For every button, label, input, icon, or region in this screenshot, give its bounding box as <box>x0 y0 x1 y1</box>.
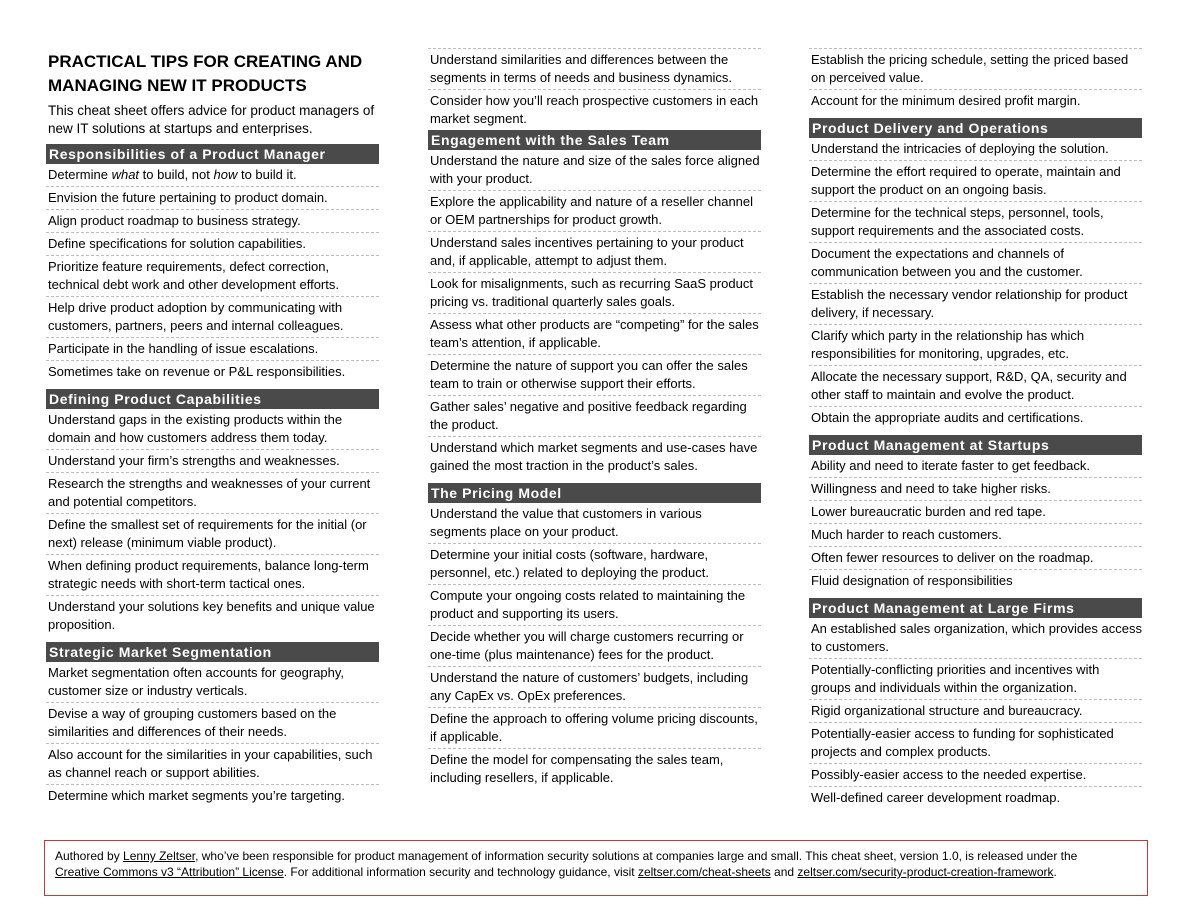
list-item: Explore the applicability and nature of a reseller channel or OEM partnerships for product growth. <box>428 191 761 232</box>
column-left <box>46 48 379 807</box>
list-item: Document the expectations and channels of communication between you and the customer. <box>809 243 1142 284</box>
section-header-responsibilities: Responsibilities of a Product Manager <box>46 144 379 164</box>
list-item: Determine which market segments you’re targeting. <box>48 788 345 803</box>
list-item: Gather sales’ negative and positive feedback regarding the product. <box>428 396 761 437</box>
section-list-pricing <box>428 503 761 789</box>
section-header-delivery: Product Delivery and Operations <box>809 118 1142 138</box>
list-item: Obtain the appropriate audits and certifications. <box>811 410 1084 425</box>
list-item: When defining product requirements, balance long-term strategic needs with short-term tactical ones. <box>46 555 379 596</box>
list-item: Establish the necessary vendor relationship for product delivery, if necessary. <box>809 284 1142 325</box>
section-list-capabilities <box>46 409 379 636</box>
emphasis-how: how <box>213 167 238 182</box>
section-header-large-firms: Product Management at Large Firms <box>809 598 1142 618</box>
list-item: Devise a way of grouping customers based on the similarities and differences of their needs. <box>46 703 379 744</box>
section-list-segmentation-continued <box>428 48 761 130</box>
column-middle <box>428 48 761 789</box>
list-item: Define the model for compensating the sales team, including resellers, if applicable. <box>430 752 724 785</box>
list-item: Market segmentation often accounts for geography, customer size or industry verticals. <box>46 662 379 703</box>
list-item: Define the smallest set of requirements for the initial (or next) release (minimum viable product). <box>46 514 379 555</box>
list-item: Consider how you’ll reach prospective customers in each market segment. <box>430 93 759 126</box>
list-item: Understand the intricacies of deploying the solution. <box>809 138 1142 161</box>
framework-link[interactable]: zeltser.com/security-product-creation-framework <box>797 865 1054 879</box>
page-title-line-2: MANAGING NEW IT PRODUCTS <box>48 76 307 95</box>
column-right <box>809 48 1142 809</box>
footer-attribution: Authored by Lenny Zeltser, who’ve been responsible for product management of information security solutions at companies large and small. This cheat sheet, version 1.0, is released under the Creative Commons v3 “Attribution” License. For additional information security and technology guidance, visit zeltser.com/cheat-sheets and zeltser.com/security-product-creation-framework. <box>44 840 1148 896</box>
page-title <box>46 50 379 98</box>
list-item: Clarify which party in the relationship has which responsibilities for monitoring, upgrades, etc. <box>809 325 1142 366</box>
list-item: Lower bureaucratic burden and red tape. <box>809 501 1142 524</box>
section-list-large-firms <box>809 618 1142 809</box>
list-item: Understand your solutions key benefits and unique value proposition. <box>48 599 375 632</box>
list-item: Understand similarities and differences between the segments in terms of needs and business dynamics. <box>428 49 761 90</box>
list-item: Often fewer resources to deliver on the roadmap. <box>809 547 1142 570</box>
list-item: Participate in the handling of issue escalations. <box>46 338 379 361</box>
list-item: Determine your initial costs (software, hardware, personnel, etc.) related to deploying the product. <box>428 544 761 585</box>
list-item: Rigid organizational structure and bureaucracy. <box>809 700 1142 723</box>
section-header-pricing: The Pricing Model <box>428 483 761 503</box>
list-item: Define the approach to offering volume pricing discounts, if applicable. <box>428 708 761 749</box>
list-item: Align product roadmap to business strategy. <box>46 210 379 233</box>
section-header-segmentation: Strategic Market Segmentation <box>46 642 379 662</box>
list-item: Prioritize feature requirements, defect correction, technical debt work and other development efforts. <box>46 256 379 297</box>
list-item: An established sales organization, which provides access to customers. <box>809 618 1142 659</box>
list-item: Help drive product adoption by communicating with customers, partners, peers and internal colleagues. <box>46 297 379 338</box>
list-item: Assess what other products are “competing” for the sales team’s attention, if applicable. <box>428 314 761 355</box>
page-title-line-1: PRACTICAL TIPS FOR CREATING AND <box>48 52 363 71</box>
list-item: Understand your firm’s strengths and weaknesses. <box>46 450 379 473</box>
list-item: Compute your ongoing costs related to maintaining the product and supporting its users. <box>428 585 761 626</box>
list-item: Determine the effort required to operate, maintain and support the product on an ongoing basis. <box>809 161 1142 202</box>
section-list-sales <box>428 150 761 477</box>
list-item: Also account for the similarities in your capabilities, such as channel reach or support abilities. <box>46 744 379 785</box>
list-item: Ability and need to iterate faster to get feedback. <box>809 455 1142 478</box>
list-item: Allocate the necessary support, R&D, QA, security and other staff to maintain and evolve the product. <box>809 366 1142 407</box>
list-item: Understand which market segments and use-cases have gained the most traction in the product’s sales. <box>430 440 758 473</box>
list-item: Well-defined career development roadmap. <box>811 790 1061 805</box>
section-header-capabilities: Defining Product Capabilities <box>46 389 379 409</box>
intro-text: This cheat sheet offers advice for product managers of new IT solutions at startups and enterprises. <box>48 103 375 136</box>
list-item: Look for misalignments, such as recurring SaaS product pricing vs. traditional quarterly sales goals. <box>428 273 761 314</box>
emphasis-what: what <box>111 167 140 182</box>
section-list-responsibilities <box>46 164 379 383</box>
list-item: Potentially-conflicting priorities and incentives with groups and individuals within the organization. <box>809 659 1142 700</box>
author-link[interactable]: Lenny Zeltser <box>123 849 196 863</box>
list-item: Willingness and need to take higher risks. <box>809 478 1142 501</box>
list-item: Understand the value that customers in various segments place on your product. <box>428 503 761 544</box>
list-item: Sometimes take on revenue or P&L responsibilities. <box>48 364 346 379</box>
list-item: Decide whether you will charge customers recurring or one-time (plus maintenance) fees for the product. <box>428 626 761 667</box>
section-list-startups <box>809 455 1142 592</box>
list-item: Define specifications for solution capabilities. <box>46 233 379 256</box>
list-item: Determine for the technical steps, personnel, tools, support requirements and the associated costs. <box>809 202 1142 243</box>
list-item: Possibly-easier access to the needed expertise. <box>809 764 1142 787</box>
list-item: Establish the pricing schedule, setting the priced based on perceived value. <box>809 49 1142 90</box>
list-item: Fluid designation of responsibilities <box>811 573 1013 588</box>
list-item: Determine the nature of support you can offer the sales team to train or otherwise support their efforts. <box>428 355 761 396</box>
section-header-sales: Engagement with the Sales Team <box>428 130 761 150</box>
section-list-segmentation <box>46 662 379 807</box>
list-item: Determine what to build, not how to build it. <box>46 164 379 187</box>
section-list-delivery <box>809 138 1142 429</box>
list-item: Understand sales incentives pertaining to your product and, if applicable, attempt to adjust them. <box>428 232 761 273</box>
list-item: Understand gaps in the existing products within the domain and how customers address them today. <box>46 409 379 450</box>
list-item: Envision the future pertaining to product domain. <box>46 187 379 210</box>
list-item: Potentially-easier access to funding for sophisticated projects and complex products. <box>809 723 1142 764</box>
list-item: Account for the minimum desired profit margin. <box>811 93 1081 108</box>
cheat-sheets-link[interactable]: zeltser.com/cheat-sheets <box>637 865 771 879</box>
list-item: Research the strengths and weaknesses of your current and potential competitors. <box>46 473 379 514</box>
section-header-startups: Product Management at Startups <box>809 435 1142 455</box>
list-item: Understand the nature and size of the sales force aligned with your product. <box>428 150 761 191</box>
section-list-pricing-continued <box>809 48 1142 112</box>
license-link[interactable]: Creative Commons v3 “Attribution” License <box>55 865 284 879</box>
list-item: Much harder to reach customers. <box>809 524 1142 547</box>
list-item: Understand the nature of customers’ budgets, including any CapEx vs. OpEx preferences. <box>428 667 761 708</box>
